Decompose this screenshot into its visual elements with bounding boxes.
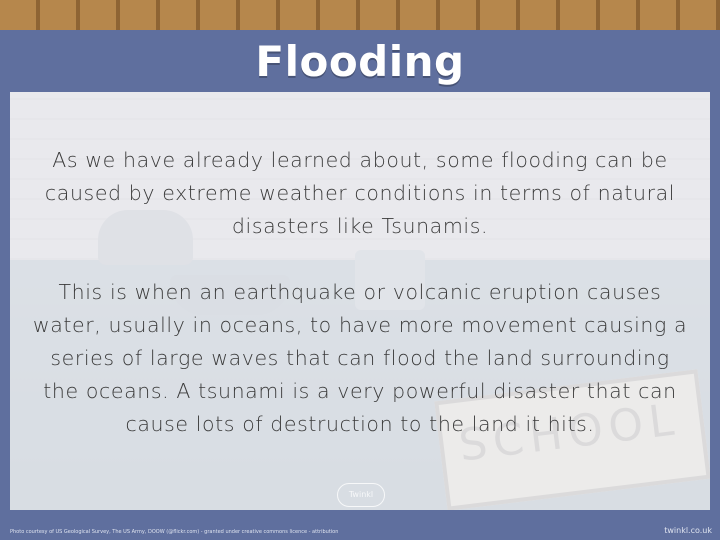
slide-title: Flooding [255, 36, 465, 86]
paragraph-tsunami: This is when an earthquake or volcanic eruption causes water, usually in oceans, to have more movement causing a series of large waves that can flood the land surrounding the oceans. A tsunami is a very powerful disaster that can cause lots of destruction to the land it hits. [32, 280, 688, 436]
left-margin [0, 92, 10, 540]
paragraph-intro: As we have already learned about, some flooding can be caused by extreme weather conditions in terms of natural disasters like Tsunamis. [44, 148, 676, 238]
photo-credit: Photo courtesy of US Geological Survey, The US Army, DOOW (@flickr.com) - granted under creative commons licence - attribution [10, 529, 339, 535]
twinkl-logo-icon: Twinkl [337, 483, 385, 507]
brand-url: twinkl.co.uk [664, 526, 712, 535]
right-margin [710, 92, 720, 540]
content-panel [10, 92, 710, 510]
footer-band [0, 510, 720, 540]
title-band [0, 30, 720, 92]
